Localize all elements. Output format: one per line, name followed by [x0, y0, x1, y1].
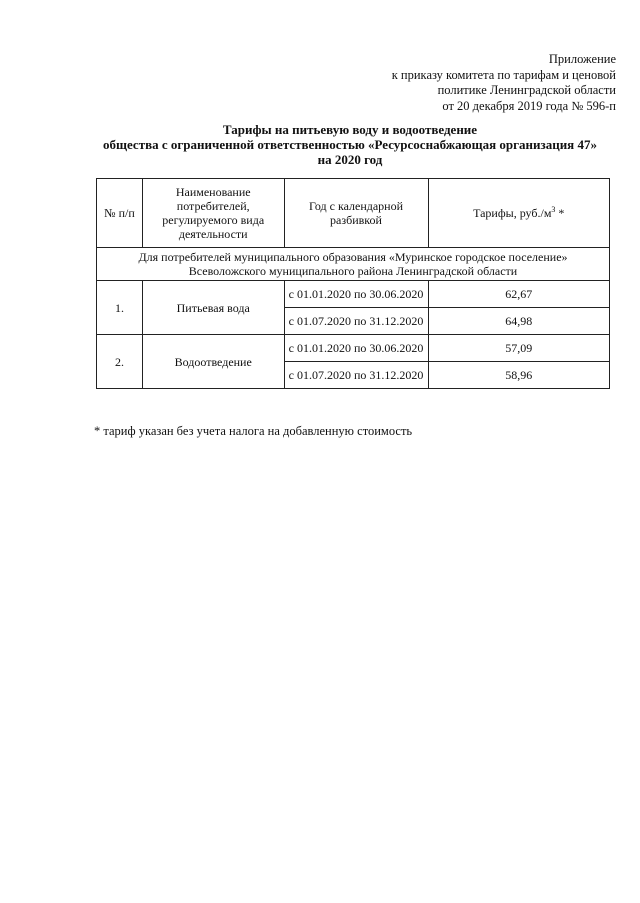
table-header-row: [97, 179, 610, 248]
table-row: [97, 281, 610, 308]
annex-line: Приложение: [548, 52, 616, 66]
group-row: [97, 248, 610, 281]
row-period: с 01.07.2020 по 31.12.2020: [284, 308, 428, 335]
header-tariff-asterisk: *: [555, 206, 565, 220]
header-tariff-text: Тарифы, руб./м: [473, 206, 552, 220]
header-num: № п/п: [97, 179, 143, 248]
row-name: Водоотведение: [142, 335, 284, 389]
footnote: * тариф указан без учета налога на добавленную стоимость: [94, 424, 413, 438]
table-row: [97, 335, 610, 362]
row-num: 2.: [97, 335, 143, 389]
title-line: общества с ограниченной ответственностью «Ресурсоснабжающая организация 47»: [103, 137, 597, 152]
header-tariff: [428, 179, 610, 248]
row-tariff: 58,96: [428, 362, 610, 389]
header-period: Год с календарной разбивкой: [284, 179, 428, 248]
row-period: с 01.07.2020 по 31.12.2020: [284, 362, 428, 389]
tariffs-table: [96, 178, 610, 389]
annex-block: [356, 52, 616, 114]
group-line: Всеволожского муниципального района Ленинградской области: [188, 264, 518, 278]
annex-line: к приказу комитета по тарифам и ценовой: [391, 67, 616, 82]
header-consumer: Наименование потребителей, регулируемого вида деятельности: [142, 179, 284, 248]
annex-line: политике Ленинградской области: [437, 83, 616, 97]
row-num: 1.: [97, 281, 143, 335]
title-line: Тарифы на питьевую воду и водоотведение: [222, 122, 478, 137]
group-line: Для потребителей муниципального образования «Муринское городское поселение»: [138, 250, 568, 264]
annex-line: от 20 декабря 2019 года № 596-п: [442, 98, 616, 113]
row-tariff: 64,98: [428, 308, 610, 335]
title-line: на 2020 год: [317, 152, 383, 167]
group-cell: [97, 248, 610, 281]
row-tariff: 57,09: [428, 335, 610, 362]
row-period: с 01.01.2020 по 30.06.2020: [284, 335, 428, 362]
row-name: Питьевая вода: [142, 281, 284, 335]
document-title: [60, 122, 640, 167]
header-tariff-unit-power: 3: [551, 205, 556, 214]
row-period: с 01.01.2020 по 30.06.2020: [284, 281, 428, 308]
row-tariff: 62,67: [428, 281, 610, 308]
